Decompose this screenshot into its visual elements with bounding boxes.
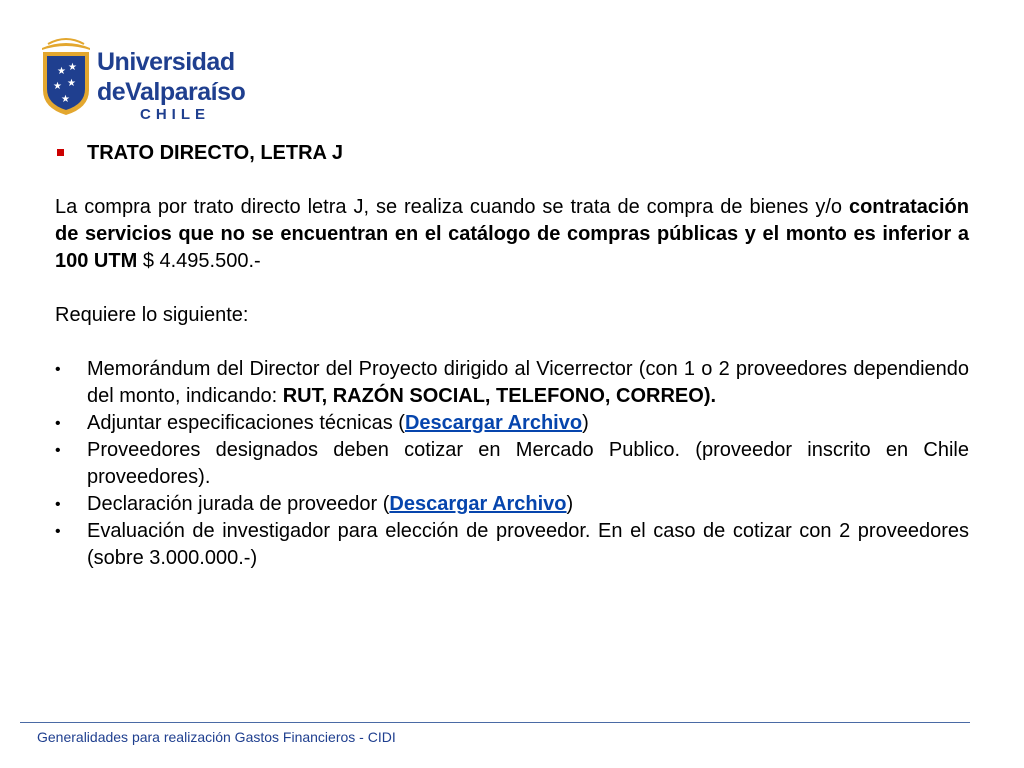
logo-text-universidad: Universidad — [97, 48, 235, 76]
shield-emblem-icon — [40, 34, 92, 116]
list-item — [55, 356, 969, 410]
bullet-icon: • — [55, 496, 61, 513]
section-heading — [55, 140, 969, 167]
svg-text:★: ★ — [68, 62, 77, 73]
list-item — [55, 491, 969, 518]
requirements-label: Requiere lo siguiente: — [55, 304, 249, 326]
bullet-icon: • — [55, 523, 61, 540]
footer-text: Generalidades para realización Gastos Financieros - CIDI — [37, 729, 396, 745]
list-item-text: Proveedores designados deben cotizar en Mercado Publico. (proveedor inscrito en Chile proveedores). — [87, 439, 969, 488]
intro-paragraph — [55, 194, 969, 275]
bullet-icon: • — [55, 415, 61, 432]
intro-bold-text: contratación de servicios que no se encuentran en el catálogo de compras públicas y el monto es inferior a 100 UTM — [55, 196, 969, 272]
list-item-text: Evaluación de investigador para elección de proveedor. En el caso de cotizar con 2 proveedores (sobre 3.000.000.-) — [87, 520, 969, 569]
svg-text:★: ★ — [53, 81, 62, 92]
logo-text-chile: CHILE — [140, 106, 210, 123]
bullet-icon: • — [55, 361, 61, 378]
list-item-text: Memorándum del Director del Proyecto dirigido al Vicerrector (con 1 o 2 proveedores dependiendo del monto, indicando: — [87, 358, 969, 407]
svg-text:★: ★ — [61, 94, 70, 105]
university-logo — [40, 34, 246, 124]
intro-amount: $ 4.495.500.- — [142, 250, 261, 272]
download-link-sworn-declaration[interactable]: Descargar Archivo — [389, 493, 567, 515]
list-item-bold-text: RUT, RAZÓN SOCIAL, TELEFONO, CORREO). — [282, 385, 717, 407]
section-heading-text: TRATO DIRECTO, LETRA J — [87, 142, 343, 164]
svg-text:★: ★ — [57, 66, 66, 77]
list-item-text-end: ) — [582, 412, 589, 434]
list-item-text-end: ) — [566, 493, 574, 515]
footer-divider — [20, 722, 970, 723]
list-item-text: Declaración jurada de proveedor ( — [87, 493, 390, 515]
download-link-specifications[interactable]: Descargar Archivo — [404, 412, 583, 434]
list-item — [55, 410, 969, 437]
list-item — [55, 518, 969, 572]
requirements-list — [55, 356, 969, 572]
list-item-text: Adjuntar especificaciones técnicas ( — [87, 412, 405, 434]
slide-content — [55, 140, 969, 572]
bullet-icon: • — [55, 442, 61, 459]
list-item — [55, 437, 969, 491]
intro-text: La compra por trato directo letra J, se realiza cuando se trata de compra de bienes y/o — [55, 196, 843, 218]
svg-text:★: ★ — [67, 78, 76, 89]
logo-text-valparaiso: deValparaíso — [97, 78, 246, 106]
square-bullet-icon — [57, 149, 64, 156]
